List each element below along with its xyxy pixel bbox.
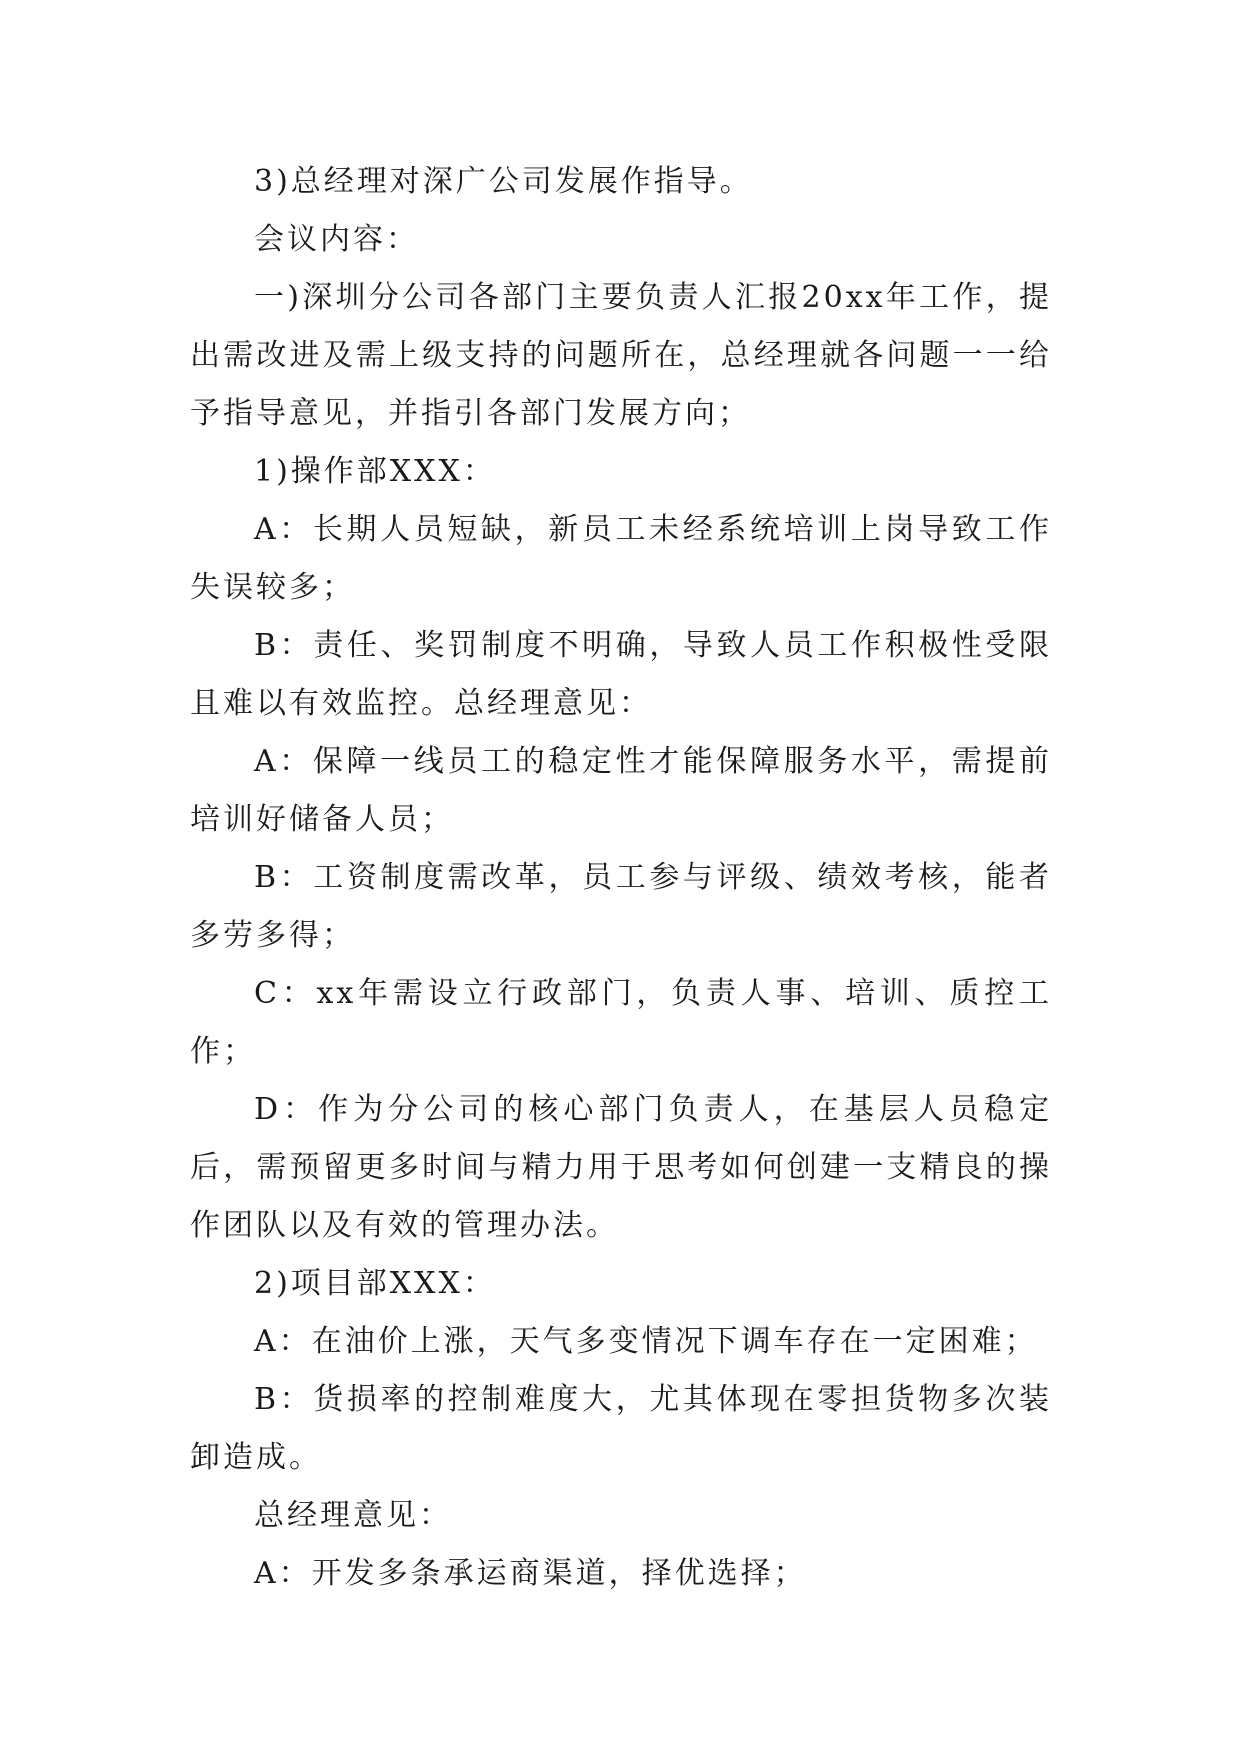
paragraph: A：长期人员短缺，新员工未经系统培训上岗导致工作失误较多； (190, 512, 1052, 605)
paragraph: D：作为分公司的核心部门负责人，在基层人员稳定后，需预留更多时间与精力用于思考如何创建一支精良的操作团队以及有效的管理办法。 (190, 1092, 1052, 1243)
paragraph: A：保障一线员工的稳定性才能保障服务水平，需提前培训好储备人员； (190, 744, 1052, 837)
paragraph: B：责任、奖罚制度不明确，导致人员工作积极性受限且难以有效监控。总经理意见： (190, 628, 1052, 721)
paragraph: C：xx年需设立行政部门，负责人事、培训、质控工作； (190, 976, 1052, 1069)
paragraph: B：工资制度需改革，员工参与评级、绩效考核，能者多劳多得； (190, 860, 1052, 953)
paragraph: A：开发多条承运商渠道，择优选择； (254, 1556, 807, 1591)
paragraph: 会议内容： (254, 222, 419, 257)
paragraph: B：货损率的控制难度大，尤其体现在零担货物多次装卸造成。 (190, 1382, 1052, 1475)
paragraph: 2)项目部XXX： (254, 1266, 496, 1301)
paragraph: 3)总经理对深广公司发展作指导。 (254, 164, 753, 199)
paragraph: 总经理意见： (254, 1498, 452, 1533)
paragraph: A：在油价上涨，天气多变情况下调车存在一定困难； (254, 1324, 1038, 1359)
paragraph: 1)操作部XXX： (254, 454, 496, 489)
document-body (190, 153, 1052, 1603)
paragraph: 一)深圳分公司各部门主要负责人汇报20xx年工作，提出需改进及需上级支持的问题所在，总经理就各问题一一给予指导意见，并指引各部门发展方向； (190, 280, 1052, 431)
